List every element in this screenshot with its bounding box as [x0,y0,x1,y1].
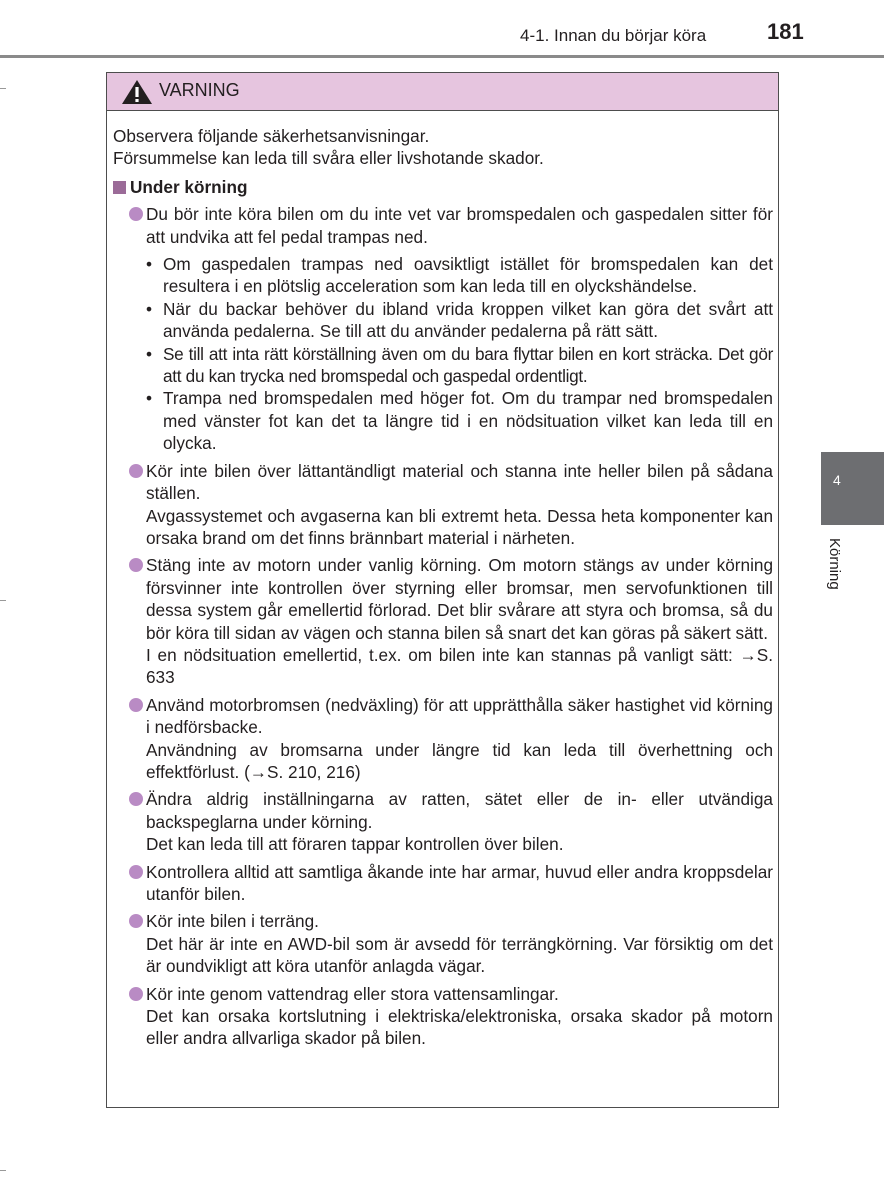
crop-mark [0,1170,6,1171]
chapter-number: 4 [833,472,841,488]
sub-item-text: Se till att inta rätt körställning även om du bara flyttar bilen en kort sträcka. Det gör att du kan trycka ned bromspedal och gaspedal ordentligt. [163,343,773,387]
item-text: Ändra aldrig inställningarna av ratten, sätet eller de in- eller utvändiga backspeglarna under körning. [146,789,773,832]
square-bullet-icon [113,181,126,194]
dot-bullet-icon: • [146,298,153,319]
chapter-tab [821,452,884,525]
item-extra-text: Användning av bromsarna under längre tid kan leda till överhettning och effektförlust. (→S. 210, 216) [146,739,773,782]
list-item [113,788,773,855]
circle-bullet-icon [129,207,143,221]
item-text: Använd motorbromsen (nedväxling) för att upprätthålla säker hastighet vid körning i nedförsbacke. [146,694,773,738]
item-extra-text: Det kan leda till att föraren tappar kontrollen över bilen. [146,834,564,855]
crop-mark [0,88,6,89]
list-item [113,460,773,550]
circle-bullet-icon [129,464,143,478]
item-text: Kör inte genom vattendrag eller stora vattensamlingar. [146,983,559,1004]
circle-bullet-icon [129,698,143,712]
sub-list-item [113,387,773,454]
circle-bullet-icon [129,558,143,572]
crop-mark [0,600,6,601]
item-text: Du bör inte köra bilen om du inte vet var bromspedalen och gaspedalen sitter för att undvika att fel pedal trampas ned. [146,204,773,247]
warning-triangle-icon [121,79,153,105]
circle-bullet-icon [129,914,143,928]
warning-content [113,125,773,1050]
sub-item-text: Trampa ned bromspedalen med höger fot. Om du trampar ned bromspedalen med vänster fot kan det ta längre tid i en nödsituation vilket kan leda till en olycka. [163,388,773,454]
list-item [113,554,773,688]
intro-line: Försummelse kan leda till svåra eller livshotande skador. [113,148,544,169]
section-heading [113,176,773,198]
sub-item-text: Om gaspedalen trampas ned oavsiktligt istället för bromspedalen kan det resultera i en plötslig acceleration som kan leda till en olyckshändelse. [163,254,773,297]
dot-bullet-icon: • [146,343,152,364]
circle-bullet-icon [129,987,143,1001]
item-text: Kontrollera alltid att samtliga åkande inte har armar, huvud eller andra kroppsdelar utanför bilen. [146,861,773,904]
list-item [113,861,773,906]
circle-bullet-icon [129,792,143,806]
chapter-label: Körning [826,538,843,590]
dot-bullet-icon: • [146,254,153,275]
running-header-title: 4-1. Innan du börjar köra [520,26,707,45]
warning-header [107,73,778,111]
warning-label: VARNING [159,80,240,100]
section-title: Under körning [130,176,248,197]
list-item [113,203,773,248]
dot-bullet-icon: • [146,388,153,409]
list-item [113,910,773,977]
sub-list-item [113,343,773,388]
item-extra-text: Det här är inte en AWD-bil som är avsedd för terrängkörning. Var försiktig om det är oundvikligt att köra utanför anlagda vägar. [146,933,773,977]
page-number: 181 [767,19,804,44]
sub-list-item [113,298,773,343]
item-text: Stäng inte av motorn under vanlig körning. Om motorn stängs av under körning försvinner inte kontrollen över styrning eller bromsar, men servofunktionen till dessa system går emellertid förlorad. Det blir svårare att styra och bromsa, så du bör köra till sidan av vägen och stanna bilen så snart det kan göras på säkert sätt. [146,555,773,643]
sub-item-text: När du backar behöver du ibland vrida kroppen vilket kan göra det svårt att använda pedalerna. Se till att du använder pedalerna på rätt sätt. [163,298,773,342]
intro-line: Observera följande säkerhetsanvisningar. [113,126,430,146]
item-extra-text: Avgassystemet och avgaserna kan bli extremt heta. Dessa heta komponenter kan orsaka brand om det finns brännbart material i närheten. [146,505,773,548]
circle-bullet-icon [129,865,143,879]
item-text: Kör inte bilen över lättantändligt material och stanna inte heller bilen på sådana ställen. [146,460,773,504]
header-rule [0,55,884,58]
item-extra-text: Det kan orsaka kortslutning i elektriska/elektroniska, orsaka skador på motorn eller andra allvarliga skador på bilen. [146,1006,773,1049]
sub-list-item [113,253,773,298]
item-text: Kör inte bilen i terräng. [146,911,319,932]
list-item [113,694,773,784]
item-extra-text: I en nödsituation emellertid, t.ex. om bilen inte kan stannas på vanligt sätt: →S. 633 [146,644,773,688]
list-item [113,983,773,1050]
